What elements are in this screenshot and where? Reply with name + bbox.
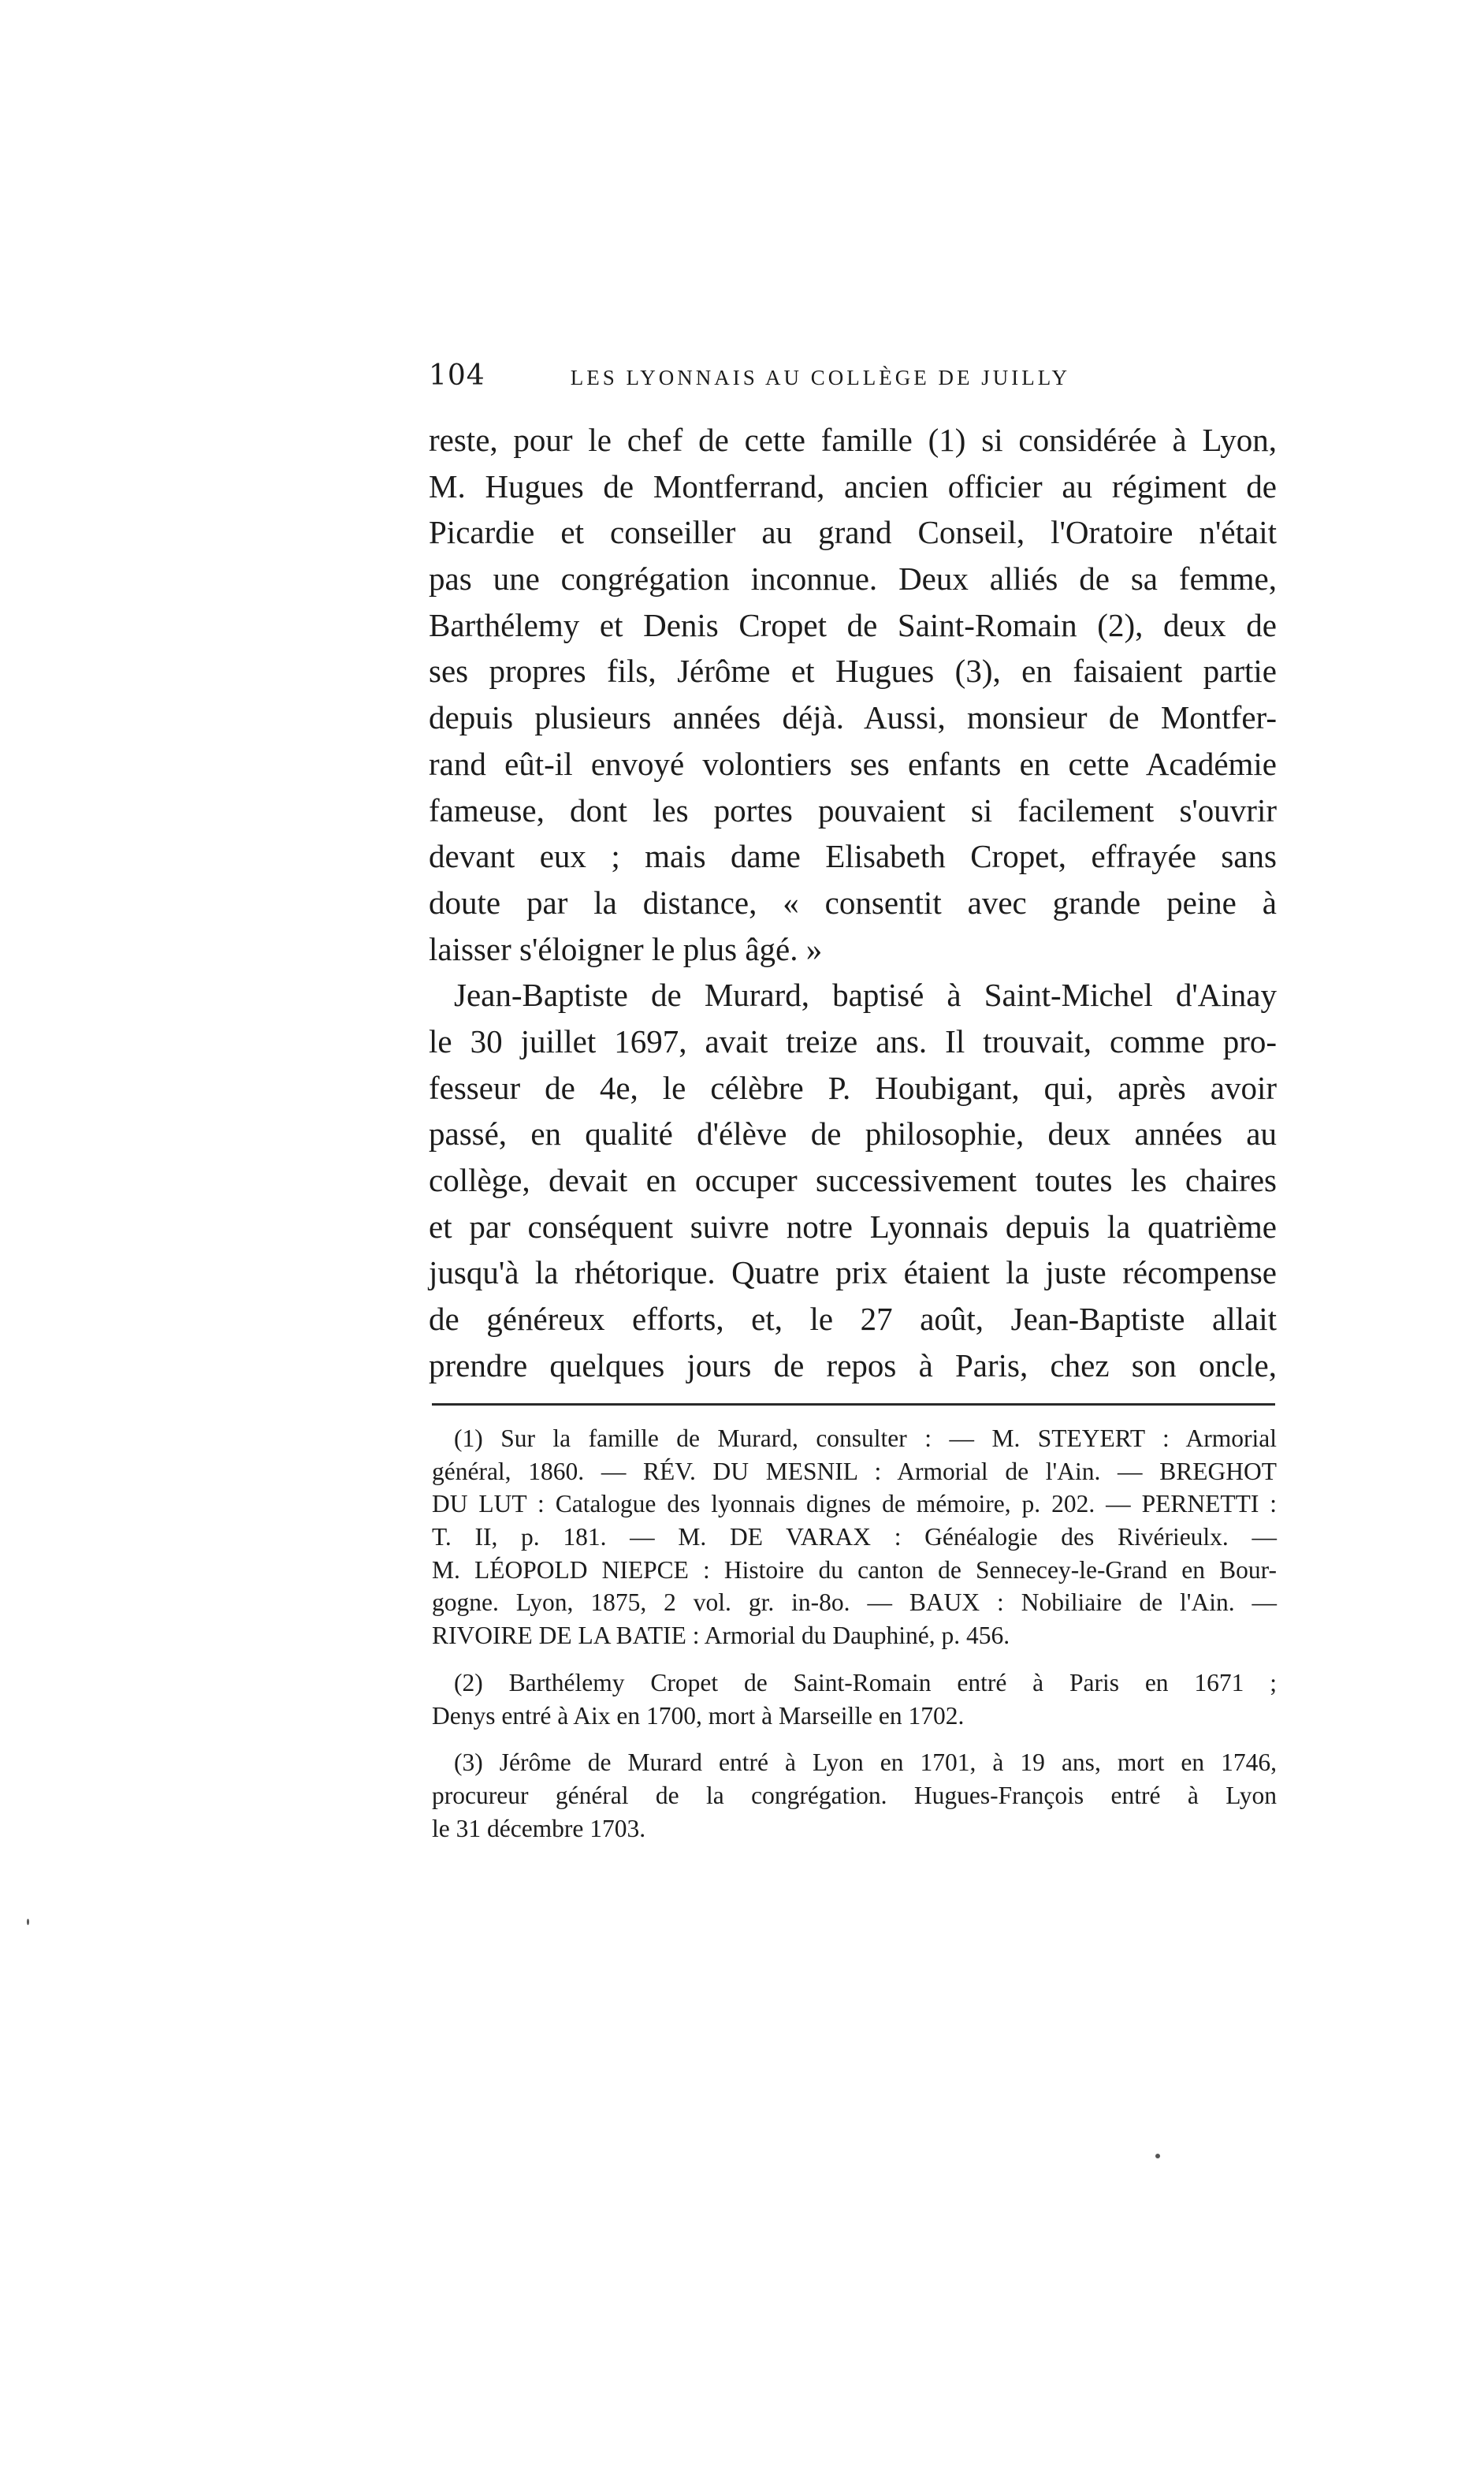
page-number: 104 xyxy=(429,359,485,392)
text-line: laisser s'éloigner le plus âgé. » xyxy=(429,930,823,967)
footnote-1 xyxy=(432,1422,1277,1652)
text-line: ses propres fils, Jérôme et Hugues (3), en faisaient partie xyxy=(429,653,1277,690)
footnote-line: procureur général de la congrégation. Hugues-François entré à Lyon xyxy=(432,1781,1277,1809)
text-line: pas une congrégation inconnue. Deux alliés de sa femme, xyxy=(429,560,1277,598)
text-line: et par conséquent suivre notre Lyonnais depuis la quatrième xyxy=(429,1208,1277,1245)
footnote-line: le 31 décembre 1703. xyxy=(432,1814,646,1842)
footnotes xyxy=(432,1422,1277,1859)
text-line: fesseur de 4e, le célèbre P. Houbigant, qui, après avoir xyxy=(429,1069,1277,1106)
text-line: jusqu'à la rhétorique. Quatre prix étaient la juste récompense xyxy=(429,1254,1277,1291)
footnote-3 xyxy=(432,1746,1277,1845)
text-line: doute par la distance, « consentit avec grande peine à xyxy=(429,884,1277,921)
footnote-line: (2) Barthélemy Cropet de Saint-Romain entré à Paris en 1671 ; xyxy=(454,1668,1277,1696)
text-line: de généreux efforts, et, le 27 août, Jean-Baptiste allait xyxy=(429,1301,1277,1338)
ink-speck xyxy=(27,1919,29,1925)
main-text xyxy=(429,417,1277,1388)
running-title: LES LYONNAIS AU COLLÈGE DE JUILLY xyxy=(570,366,1071,389)
page-header xyxy=(429,359,1277,399)
text-line: collège, devait en occuper successivement toutes les chaires xyxy=(429,1162,1277,1198)
text-line: passé, en qualité d'élève de philosophie, deux années au xyxy=(429,1115,1277,1153)
footnote-line: T. II, p. 181. — M. DE VARAX : Généalogie des Rivérieulx. — xyxy=(432,1523,1277,1551)
footnote-line: DU LUT : Catalogue des lyonnais dignes de mémoire, p. 202. — PERNETTI : xyxy=(432,1490,1277,1518)
footnote-line: M. LÉOPOLD NIEPCE : Histoire du canton de Sennecey-le-Grand en Bour- xyxy=(432,1555,1277,1584)
footnote-divider xyxy=(432,1403,1275,1406)
text-line: reste, pour le chef de cette famille (1) si considérée à Lyon, xyxy=(429,422,1277,458)
text-line: M. Hugues de Montferrand, ancien officier au régiment de xyxy=(429,467,1277,505)
text-line: rand eût-il envoyé volontiers ses enfants en cette Académie xyxy=(429,745,1277,782)
text-line: prendre quelques jours de repos à Paris, chez son oncle, xyxy=(429,1346,1277,1383)
text-line: fameuse, dont les portes pouvaient si facilement s'ouvrir xyxy=(429,791,1277,829)
footnote-2 xyxy=(432,1666,1277,1732)
footnote-line: gogne. Lyon, 1875, 2 vol. gr. in-8o. — BAUX : Nobiliaire de l'Ain. — xyxy=(432,1588,1277,1617)
text-line: Barthélemy et Denis Cropet de Saint-Romain (2), deux de xyxy=(429,606,1277,643)
text-line: Jean-Baptiste de Murard, baptisé à Saint-Michel d'Ainay xyxy=(454,977,1277,1014)
footnote-line: général, 1860. — RÉV. DU MESNIL : Armorial de l'Ain. — BREGHOT xyxy=(432,1457,1277,1485)
text-line: depuis plusieurs années déjà. Aussi, monsieur de Montfer- xyxy=(429,699,1277,736)
footnote-line: (3) Jérôme de Murard entré à Lyon en 1701, à 19 ans, mort en 1746, xyxy=(454,1748,1277,1777)
text-line: Picardie et conseiller au grand Conseil, l'Oratoire n'était xyxy=(429,514,1277,551)
text-line: devant eux ; mais dame Elisabeth Cropet, effrayée sans xyxy=(429,838,1277,875)
ink-speck xyxy=(1155,2154,1160,2158)
footnote-line: RIVOIRE DE LA BATIE : Armorial du Dauphiné, p. 456. xyxy=(432,1622,1010,1650)
footnote-line: (1) Sur la famille de Murard, consulter : — M. STEYERT : Armorial xyxy=(454,1424,1277,1452)
text-line: le 30 juillet 1697, avait treize ans. Il trouvait, comme pro- xyxy=(429,1022,1277,1059)
footnote-line: Denys entré à Aix en 1700, mort à Marseille en 1702. xyxy=(432,1701,965,1730)
